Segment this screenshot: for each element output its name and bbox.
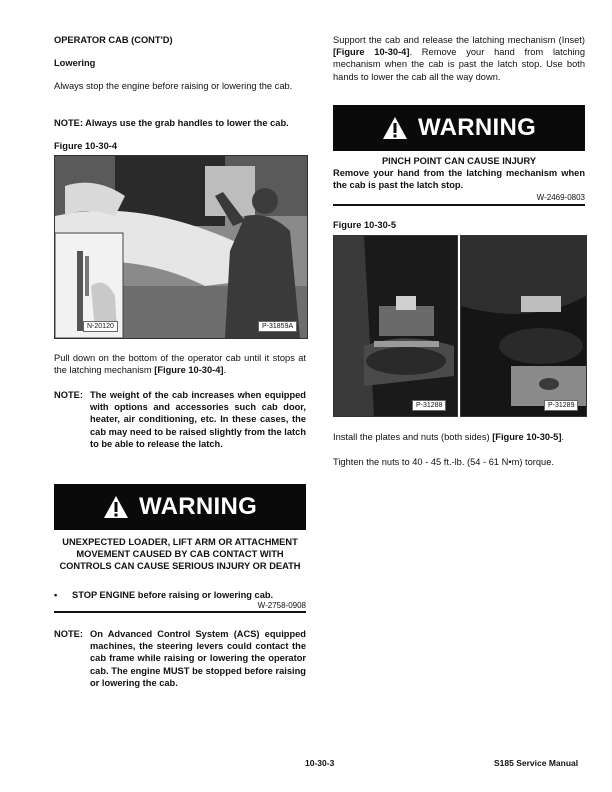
note-label: NOTE: <box>54 629 83 639</box>
torque-text: Tighten the nuts to 40 - 45 ft.-lb. (54 - 61 N•m) torque. <box>333 457 554 467</box>
figure-10-30-4-photo <box>54 155 308 339</box>
manual-title: S185 Service Manual <box>494 758 579 768</box>
bullet-text: STOP ENGINE before raising or lowering cab. <box>72 590 274 600</box>
warning-heading-left: UNEXPECTED LOADER, LIFT ARM OR ATTACHMENT MOVEMENT CAUSED BY CAB CONTACT WITH CONTROLS CAN CAUSE SERIOUS INJURY OR DEATH <box>59 537 301 572</box>
warning-code-left: W-2758-0908 <box>257 601 306 610</box>
note-text: The weight of the cab increases when equipped with options and accessories such cab door, heater, air conditioning, etc. In these cases, the cab may need to be raised slightly from the latch to be able to release the latch. <box>90 390 306 449</box>
warning-banner-right <box>333 105 585 151</box>
note-grab-handles: NOTE: Always use the grab handles to lower the cab. <box>54 118 289 128</box>
cab-lift-photo-illustration <box>55 156 307 338</box>
figure-ref: [Figure 10-30-5] <box>492 432 562 442</box>
install-plates-text <box>333 431 595 443</box>
latch-nut-photo-right <box>461 236 586 416</box>
latch-nut-photo-left <box>334 236 457 416</box>
support-text-2: . Remove your hand from latching mechanism when the cab is past the latch stop. Use both hands to lower the cab all the way down. <box>333 47 585 82</box>
warning-rule-left <box>54 611 306 613</box>
note-cab-weight <box>54 389 306 450</box>
pull-down-text <box>54 352 306 376</box>
warning-title: WARNING <box>417 113 537 141</box>
note-text: On Advanced Control System (ACS) equipped machines, the steering levers could contact the cab frame while raising or lowering the operator cab. The engine MUST be stopped before raising or lowering the cab. <box>90 629 306 688</box>
pull-text: Pull down on the bottom of the operator cab until it stops at the latching mechanism <box>54 353 306 376</box>
section-title: OPERATOR CAB (CONT'D) <box>54 35 173 45</box>
warning-title: WARNING <box>138 492 258 520</box>
install-text-end: . <box>561 432 565 442</box>
install-text: Install the plates and nuts (both sides) <box>333 432 493 442</box>
fig-inset-code: N-20120 <box>83 321 118 332</box>
warning-triangle-icon <box>382 116 408 140</box>
support-text: Support the cab and release the latching mechanism (Inset) <box>333 35 585 45</box>
figure-label-10-30-5: Figure 10-30-5 <box>333 220 397 230</box>
figure-label-10-30-4: Figure 10-30-4 <box>54 141 118 151</box>
support-cab-text <box>333 34 585 83</box>
figure-ref: [Figure 10-30-4] <box>333 47 410 58</box>
figure-ref: [Figure 10-30-4] <box>154 365 224 376</box>
subheading-lowering: Lowering <box>54 58 96 68</box>
warning-heading-right: PINCH POINT CAN CAUSE INJURY <box>381 156 537 166</box>
warning-body-right: Remove your hand from the latching mechanism when the cab is past the latch stop. <box>333 168 585 191</box>
bullet-mark: • <box>54 590 58 600</box>
figure-10-30-5-left-photo <box>333 235 458 417</box>
warning-rule-right <box>333 204 585 206</box>
note-label: NOTE: <box>54 390 83 400</box>
warning-triangle-icon <box>103 495 129 519</box>
note-acs <box>54 628 306 689</box>
warning-banner-left <box>54 484 306 530</box>
figure-10-30-5-right-photo <box>460 235 587 417</box>
intro-text: Always stop the engine before raising or lowering the cab. <box>54 81 293 91</box>
fig-main-code: P-31859A <box>258 321 297 332</box>
warning-code-right: W-2469-0803 <box>536 193 585 202</box>
fig-right-code: P-31289 <box>544 400 578 411</box>
pull-text-end: . <box>223 365 227 376</box>
page-number: 10-30-3 <box>305 758 335 768</box>
fig-left-code: P-31288 <box>412 400 446 411</box>
